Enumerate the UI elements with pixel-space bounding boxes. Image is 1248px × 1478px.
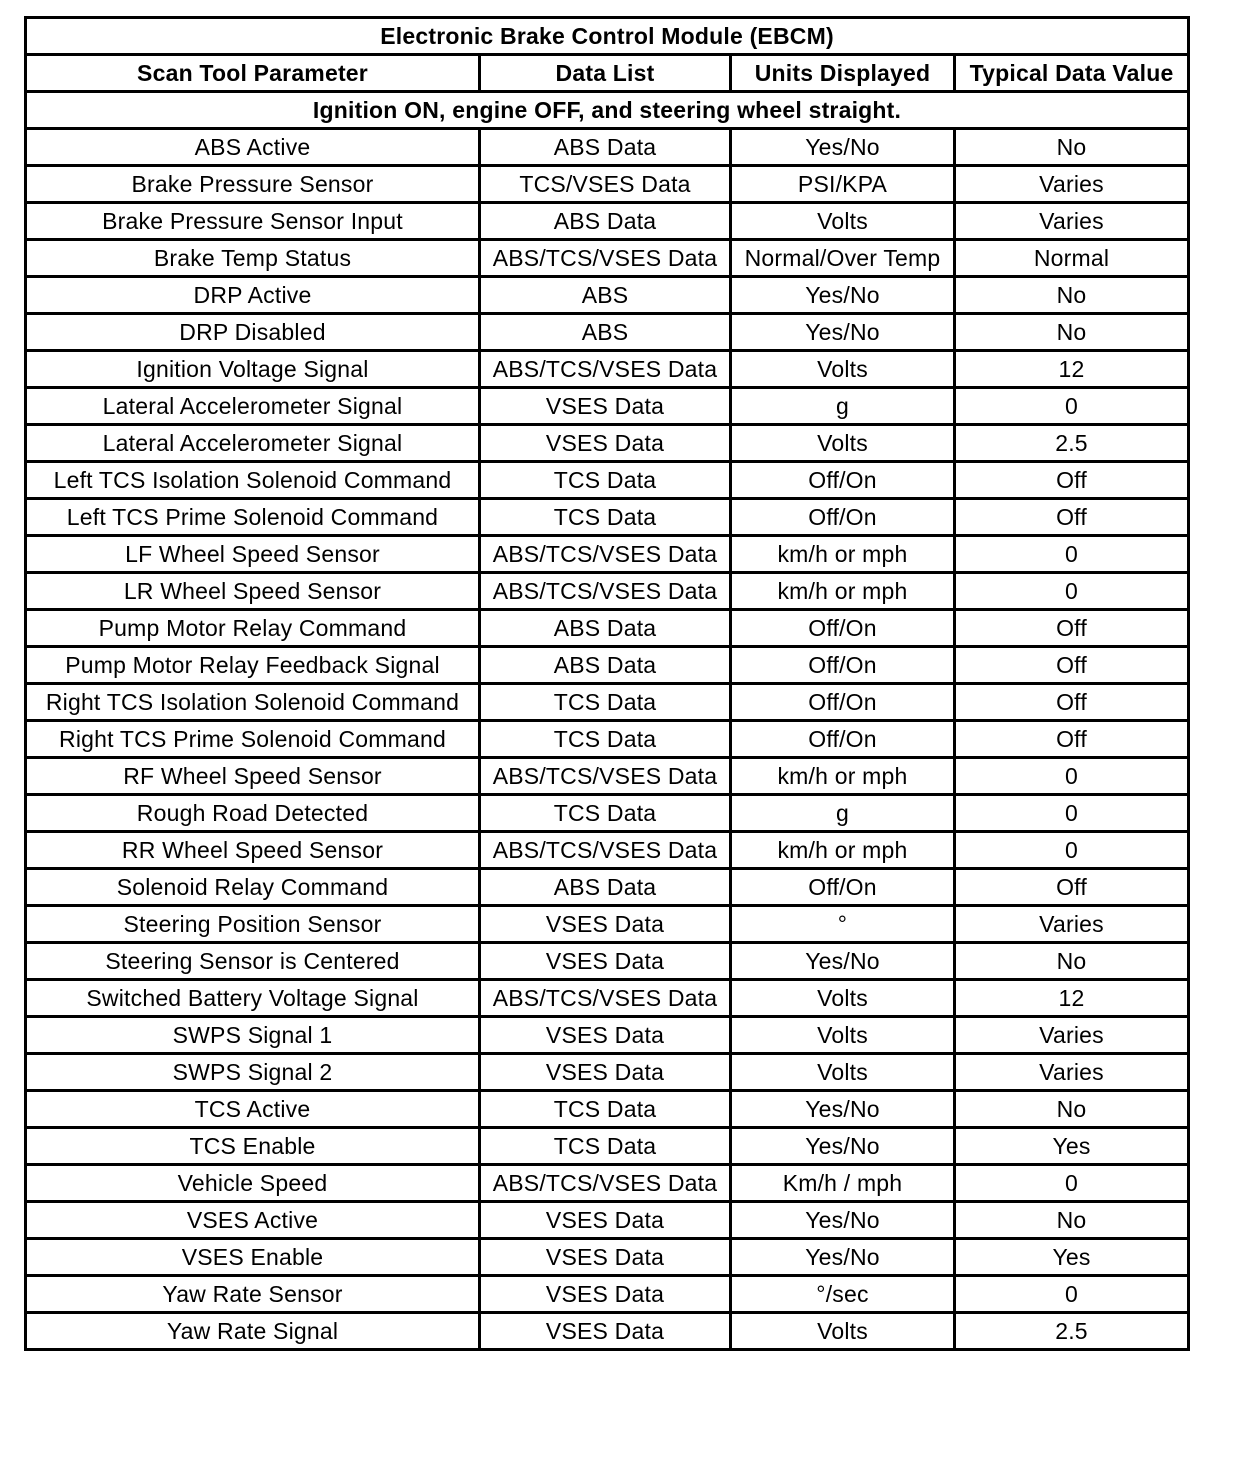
cell-typical-value: 0 xyxy=(955,1276,1189,1313)
cell-data-list: TCS Data xyxy=(480,1091,731,1128)
column-header-parameter: Scan Tool Parameter xyxy=(26,55,480,92)
cell-parameter: TCS Enable xyxy=(26,1128,480,1165)
cell-units: Volts xyxy=(731,1017,955,1054)
column-header-typical-value: Typical Data Value xyxy=(955,55,1189,92)
cell-parameter: LR Wheel Speed Sensor xyxy=(26,573,480,610)
cell-parameter: SWPS Signal 2 xyxy=(26,1054,480,1091)
table-row xyxy=(26,166,1189,203)
table-row xyxy=(26,832,1189,869)
cell-units: Yes/No xyxy=(731,1239,955,1276)
cell-units: Normal/Over Temp xyxy=(731,240,955,277)
cell-units: Volts xyxy=(731,203,955,240)
table-row xyxy=(26,906,1189,943)
cell-parameter: Left TCS Isolation Solenoid Command xyxy=(26,462,480,499)
cell-typical-value: 0 xyxy=(955,388,1189,425)
cell-parameter: VSES Enable xyxy=(26,1239,480,1276)
cell-data-list: ABS/TCS/VSES Data xyxy=(480,758,731,795)
table-row xyxy=(26,462,1189,499)
cell-units: Yes/No xyxy=(731,1091,955,1128)
ebcm-data-table xyxy=(24,16,1190,1351)
table-row xyxy=(26,1017,1189,1054)
cell-typical-value: Yes xyxy=(955,1128,1189,1165)
cell-data-list: ABS/TCS/VSES Data xyxy=(480,240,731,277)
cell-units: Off/On xyxy=(731,869,955,906)
cell-data-list: VSES Data xyxy=(480,1313,731,1350)
table-row xyxy=(26,1091,1189,1128)
cell-parameter: RR Wheel Speed Sensor xyxy=(26,832,480,869)
cell-data-list: ABS xyxy=(480,314,731,351)
cell-typical-value: Off xyxy=(955,610,1189,647)
cell-units: km/h or mph xyxy=(731,573,955,610)
cell-typical-value: 12 xyxy=(955,351,1189,388)
cell-data-list: TCS Data xyxy=(480,462,731,499)
table-row xyxy=(26,1128,1189,1165)
cell-parameter: RF Wheel Speed Sensor xyxy=(26,758,480,795)
cell-data-list: VSES Data xyxy=(480,1276,731,1313)
cell-data-list: ABS/TCS/VSES Data xyxy=(480,351,731,388)
cell-typical-value: Varies xyxy=(955,203,1189,240)
cell-units: Yes/No xyxy=(731,1202,955,1239)
cell-typical-value: Yes xyxy=(955,1239,1189,1276)
cell-data-list: VSES Data xyxy=(480,1202,731,1239)
table-row xyxy=(26,499,1189,536)
cell-units: g xyxy=(731,388,955,425)
table-row xyxy=(26,573,1189,610)
table-row xyxy=(26,351,1189,388)
table-title: Electronic Brake Control Module (EBCM) xyxy=(26,18,1189,55)
cell-data-list: ABS/TCS/VSES Data xyxy=(480,832,731,869)
cell-parameter: Lateral Accelerometer Signal xyxy=(26,388,480,425)
cell-typical-value: 0 xyxy=(955,795,1189,832)
cell-units: Off/On xyxy=(731,647,955,684)
cell-parameter: Vehicle Speed xyxy=(26,1165,480,1202)
cell-data-list: TCS Data xyxy=(480,795,731,832)
cell-typical-value: No xyxy=(955,1202,1189,1239)
cell-units: Off/On xyxy=(731,499,955,536)
cell-parameter: Steering Position Sensor xyxy=(26,906,480,943)
cell-data-list: VSES Data xyxy=(480,1054,731,1091)
cell-parameter: LF Wheel Speed Sensor xyxy=(26,536,480,573)
cell-units: Off/On xyxy=(731,684,955,721)
cell-typical-value: 0 xyxy=(955,536,1189,573)
table-row xyxy=(26,536,1189,573)
cell-units: Volts xyxy=(731,351,955,388)
cell-data-list: TCS Data xyxy=(480,684,731,721)
table-row xyxy=(26,1054,1189,1091)
cell-parameter: Rough Road Detected xyxy=(26,795,480,832)
cell-typical-value: 0 xyxy=(955,758,1189,795)
cell-typical-value: No xyxy=(955,943,1189,980)
table-row xyxy=(26,1165,1189,1202)
table-row xyxy=(26,943,1189,980)
cell-parameter: Switched Battery Voltage Signal xyxy=(26,980,480,1017)
cell-typical-value: No xyxy=(955,314,1189,351)
cell-typical-value: Varies xyxy=(955,166,1189,203)
cell-units: ° xyxy=(731,906,955,943)
cell-typical-value: 0 xyxy=(955,1165,1189,1202)
cell-data-list: TCS Data xyxy=(480,499,731,536)
table-row xyxy=(26,314,1189,351)
cell-parameter: DRP Disabled xyxy=(26,314,480,351)
cell-units: Volts xyxy=(731,425,955,462)
cell-typical-value: Off xyxy=(955,499,1189,536)
cell-parameter: SWPS Signal 1 xyxy=(26,1017,480,1054)
cell-data-list: ABS Data xyxy=(480,647,731,684)
cell-data-list: ABS/TCS/VSES Data xyxy=(480,980,731,1017)
cell-typical-value: Normal xyxy=(955,240,1189,277)
cell-parameter: ABS Active xyxy=(26,129,480,166)
test-condition: Ignition ON, engine OFF, and steering wheel straight. xyxy=(26,92,1189,129)
table-body xyxy=(26,129,1189,1350)
title-row xyxy=(26,18,1189,55)
cell-typical-value: No xyxy=(955,129,1189,166)
cell-data-list: ABS/TCS/VSES Data xyxy=(480,573,731,610)
cell-units: Off/On xyxy=(731,462,955,499)
table-row xyxy=(26,388,1189,425)
cell-typical-value: 0 xyxy=(955,832,1189,869)
cell-parameter: Lateral Accelerometer Signal xyxy=(26,425,480,462)
table-row xyxy=(26,277,1189,314)
cell-units: PSI/KPA xyxy=(731,166,955,203)
cell-data-list: ABS xyxy=(480,277,731,314)
cell-parameter: Pump Motor Relay Command xyxy=(26,610,480,647)
table-row xyxy=(26,1313,1189,1350)
cell-units: Off/On xyxy=(731,721,955,758)
cell-data-list: TCS Data xyxy=(480,1128,731,1165)
column-header-row xyxy=(26,55,1189,92)
cell-units: Yes/No xyxy=(731,277,955,314)
cell-parameter: Right TCS Prime Solenoid Command xyxy=(26,721,480,758)
cell-units: Volts xyxy=(731,980,955,1017)
table-row xyxy=(26,240,1189,277)
cell-data-list: ABS/TCS/VSES Data xyxy=(480,536,731,573)
cell-units: Yes/No xyxy=(731,943,955,980)
cell-typical-value: No xyxy=(955,277,1189,314)
cell-parameter: Brake Pressure Sensor Input xyxy=(26,203,480,240)
cell-parameter: Solenoid Relay Command xyxy=(26,869,480,906)
cell-typical-value: No xyxy=(955,1091,1189,1128)
cell-parameter: Left TCS Prime Solenoid Command xyxy=(26,499,480,536)
table-row xyxy=(26,129,1189,166)
cell-units: Yes/No xyxy=(731,129,955,166)
cell-data-list: ABS Data xyxy=(480,869,731,906)
cell-units: Yes/No xyxy=(731,1128,955,1165)
cell-units: Off/On xyxy=(731,610,955,647)
cell-units: °/sec xyxy=(731,1276,955,1313)
cell-data-list: ABS Data xyxy=(480,610,731,647)
table-row xyxy=(26,610,1189,647)
cell-units: g xyxy=(731,795,955,832)
cell-units: Yes/No xyxy=(731,314,955,351)
cell-data-list: ABS Data xyxy=(480,129,731,166)
cell-parameter: TCS Active xyxy=(26,1091,480,1128)
cell-parameter: Yaw Rate Signal xyxy=(26,1313,480,1350)
cell-parameter: Yaw Rate Sensor xyxy=(26,1276,480,1313)
cell-typical-value: Off xyxy=(955,462,1189,499)
cell-units: Km/h / mph xyxy=(731,1165,955,1202)
column-header-data-list: Data List xyxy=(480,55,731,92)
cell-units: km/h or mph xyxy=(731,758,955,795)
cell-typical-value: Varies xyxy=(955,906,1189,943)
table-row xyxy=(26,795,1189,832)
table-row xyxy=(26,647,1189,684)
cell-typical-value: Off xyxy=(955,869,1189,906)
cell-typical-value: 0 xyxy=(955,573,1189,610)
cell-parameter: Right TCS Isolation Solenoid Command xyxy=(26,684,480,721)
cell-data-list: VSES Data xyxy=(480,425,731,462)
cell-parameter: Steering Sensor is Centered xyxy=(26,943,480,980)
cell-data-list: ABS/TCS/VSES Data xyxy=(480,1165,731,1202)
column-header-units: Units Displayed xyxy=(731,55,955,92)
table-row xyxy=(26,758,1189,795)
cell-parameter: Pump Motor Relay Feedback Signal xyxy=(26,647,480,684)
table-row xyxy=(26,1239,1189,1276)
cell-data-list: TCS Data xyxy=(480,721,731,758)
cell-typical-value: Off xyxy=(955,721,1189,758)
cell-units: km/h or mph xyxy=(731,832,955,869)
cell-typical-value: Varies xyxy=(955,1054,1189,1091)
table-row xyxy=(26,425,1189,462)
table-row xyxy=(26,721,1189,758)
cell-typical-value: 2.5 xyxy=(955,1313,1189,1350)
cell-data-list: ABS Data xyxy=(480,203,731,240)
cell-data-list: VSES Data xyxy=(480,388,731,425)
cell-parameter: Brake Pressure Sensor xyxy=(26,166,480,203)
cell-units: Volts xyxy=(731,1313,955,1350)
table-row xyxy=(26,203,1189,240)
cell-data-list: VSES Data xyxy=(480,1017,731,1054)
condition-row xyxy=(26,92,1189,129)
cell-typical-value: 12 xyxy=(955,980,1189,1017)
cell-units: km/h or mph xyxy=(731,536,955,573)
cell-typical-value: Off xyxy=(955,684,1189,721)
table-row xyxy=(26,869,1189,906)
cell-data-list: VSES Data xyxy=(480,1239,731,1276)
cell-data-list: VSES Data xyxy=(480,906,731,943)
cell-parameter: Brake Temp Status xyxy=(26,240,480,277)
cell-typical-value: Varies xyxy=(955,1017,1189,1054)
cell-parameter: Ignition Voltage Signal xyxy=(26,351,480,388)
table-row xyxy=(26,684,1189,721)
table-row xyxy=(26,1202,1189,1239)
cell-parameter: VSES Active xyxy=(26,1202,480,1239)
table-row xyxy=(26,1276,1189,1313)
cell-data-list: VSES Data xyxy=(480,943,731,980)
cell-units: Volts xyxy=(731,1054,955,1091)
cell-typical-value: Off xyxy=(955,647,1189,684)
cell-data-list: TCS/VSES Data xyxy=(480,166,731,203)
cell-typical-value: 2.5 xyxy=(955,425,1189,462)
table-row xyxy=(26,980,1189,1017)
cell-parameter: DRP Active xyxy=(26,277,480,314)
